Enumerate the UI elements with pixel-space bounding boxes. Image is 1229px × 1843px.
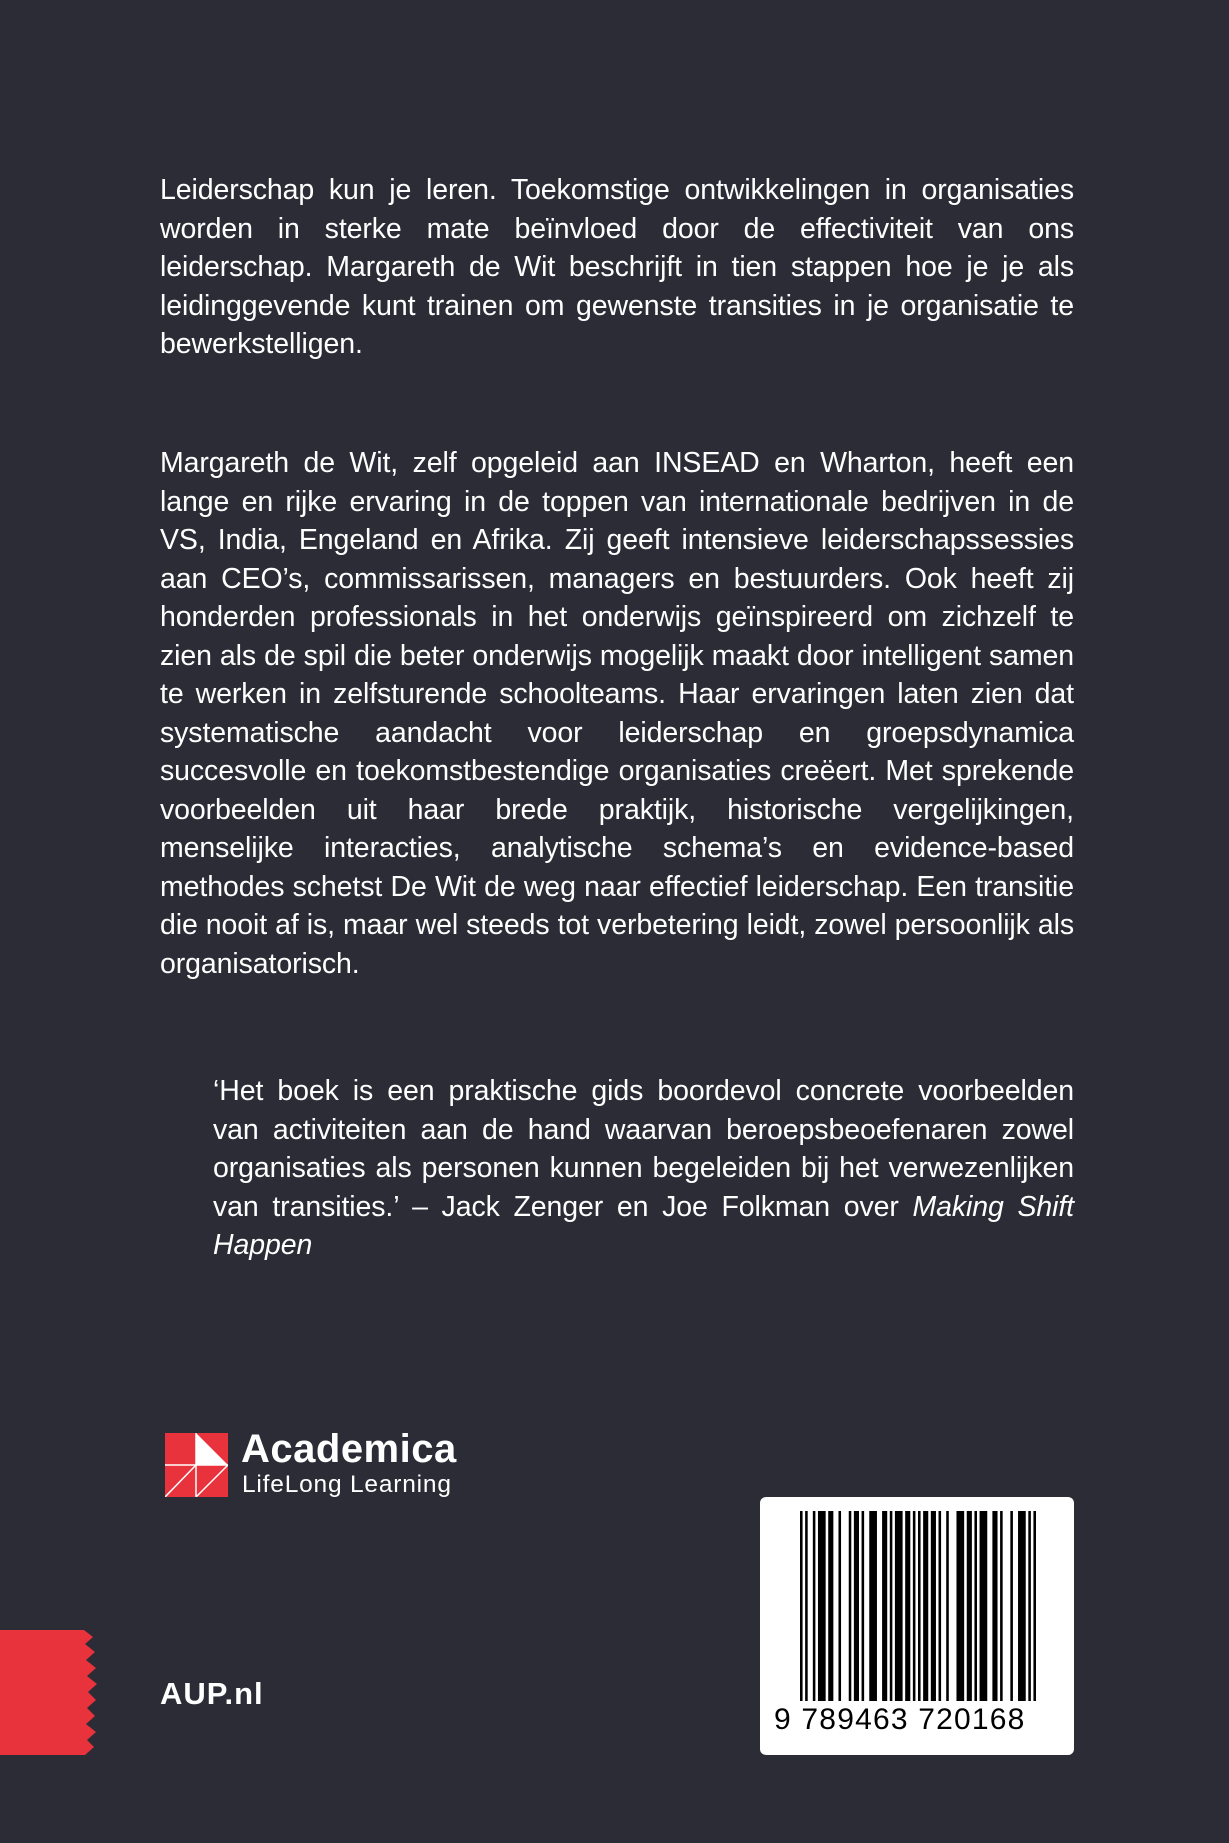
- barcode-bar: [862, 1511, 865, 1701]
- barcode-bar: [869, 1511, 877, 1701]
- academica-logo-icon: [165, 1433, 228, 1497]
- barcode-bar: [967, 1511, 972, 1701]
- barcode-bar: [939, 1511, 942, 1701]
- barcode-bar: [800, 1511, 803, 1701]
- barcode-bar: [828, 1511, 833, 1701]
- barcode: [760, 1497, 1074, 1755]
- barcode-bar: [1028, 1511, 1031, 1701]
- barcode-bar: [849, 1511, 852, 1701]
- publisher-website: AUP.nl: [160, 1676, 264, 1711]
- barcode-bar: [918, 1511, 921, 1701]
- barcode-bar: [1033, 1511, 1036, 1701]
- barcode-bar: [1000, 1511, 1003, 1701]
- barcode-bar: [956, 1511, 964, 1701]
- barcode-bar: [992, 1511, 997, 1701]
- barcode-bar: [882, 1511, 887, 1701]
- isbn-number: 9 789463 720168: [774, 1703, 1026, 1736]
- barcode-bar: [923, 1511, 928, 1701]
- barcode-bar: [974, 1511, 977, 1701]
- publisher-tagline: LifeLong Learning: [242, 1471, 452, 1498]
- intro-paragraph: Leiderschap kun je leren. Toekomstige ontwikkelingen in organisaties worden in sterke mate beïnvloed door de effectiviteit van ons leiderschap. Margareth de Wit beschrijft in tien stappen hoe je je als leidinggevende kunt trainen om gewenste transities in je organisatie te bewerkstelligen.: [160, 174, 1074, 360]
- author-bio-paragraph: Margareth de Wit, zelf opgeleid aan INSEAD en Wharton, heeft een lange en rijke ervaring in de toppen van internationale bedrijven in de VS, India, Engeland en Afrika. Zij geeft intensieve leiderschapssessies aan CEO’s, commissarissen, managers en bestuurders. Ook heeft zij honderden professionals in het onderwijs geïnspireerd om zichzelf te zien als de spil die beter onderwijs mogelijk maakt door intelligent samen te werken in zelfsturende schoolteams. Haar ervaringen laten zien dat systematische aandacht voor leiderschap en groepsdynamica succesvolle en toekomstbestendige organisaties creëert. Met sprekende voorbeelden uit haar brede praktijk, historische vergelijkingen, menselijke interacties, analytische schema’s en evidence-based methodes schetst De Wit de weg naar effectief leiderschap. Een transitie die nooit af is, maar wel steeds tot verbetering leidt, zowel persoonlijk als organisatorisch.: [160, 447, 1074, 980]
- publisher-logo: [165, 1427, 485, 1503]
- barcode-bar: [818, 1511, 826, 1701]
- barcode-bar: [854, 1511, 859, 1701]
- barcode-bar: [931, 1511, 936, 1701]
- barcode-bar: [980, 1511, 988, 1701]
- endorsement-quote: [213, 1072, 1074, 1265]
- barcode-bar: [913, 1511, 916, 1701]
- barcode-bar: [813, 1511, 816, 1701]
- publisher-name: Academica: [241, 1427, 457, 1471]
- barcode-bar: [905, 1511, 910, 1701]
- barcode-bar: [838, 1511, 841, 1701]
- barcode-bar: [946, 1511, 949, 1701]
- barcode-bar: [1018, 1511, 1026, 1701]
- quote-text: ‘Het boek is een praktische gids boordevol concrete voorbeelden van activiteiten aan de hand waarvan beroepsbeoefenaren zowel organisaties als personen kunnen begeleiden bij het verwezenlijken van transities.’ – Jack Zenger en Joe Folkman over: [213, 1075, 1074, 1223]
- barcode-bar: [805, 1511, 808, 1701]
- quoted-book-title: Making Shift Happen: [213, 1190, 1074, 1261]
- barcode-bar: [890, 1511, 893, 1701]
- barcode-bar: [1010, 1511, 1013, 1701]
- barcode-bars: [800, 1511, 1036, 1701]
- barcode-bar: [895, 1511, 903, 1701]
- torn-edge-decoration: [0, 1630, 98, 1755]
